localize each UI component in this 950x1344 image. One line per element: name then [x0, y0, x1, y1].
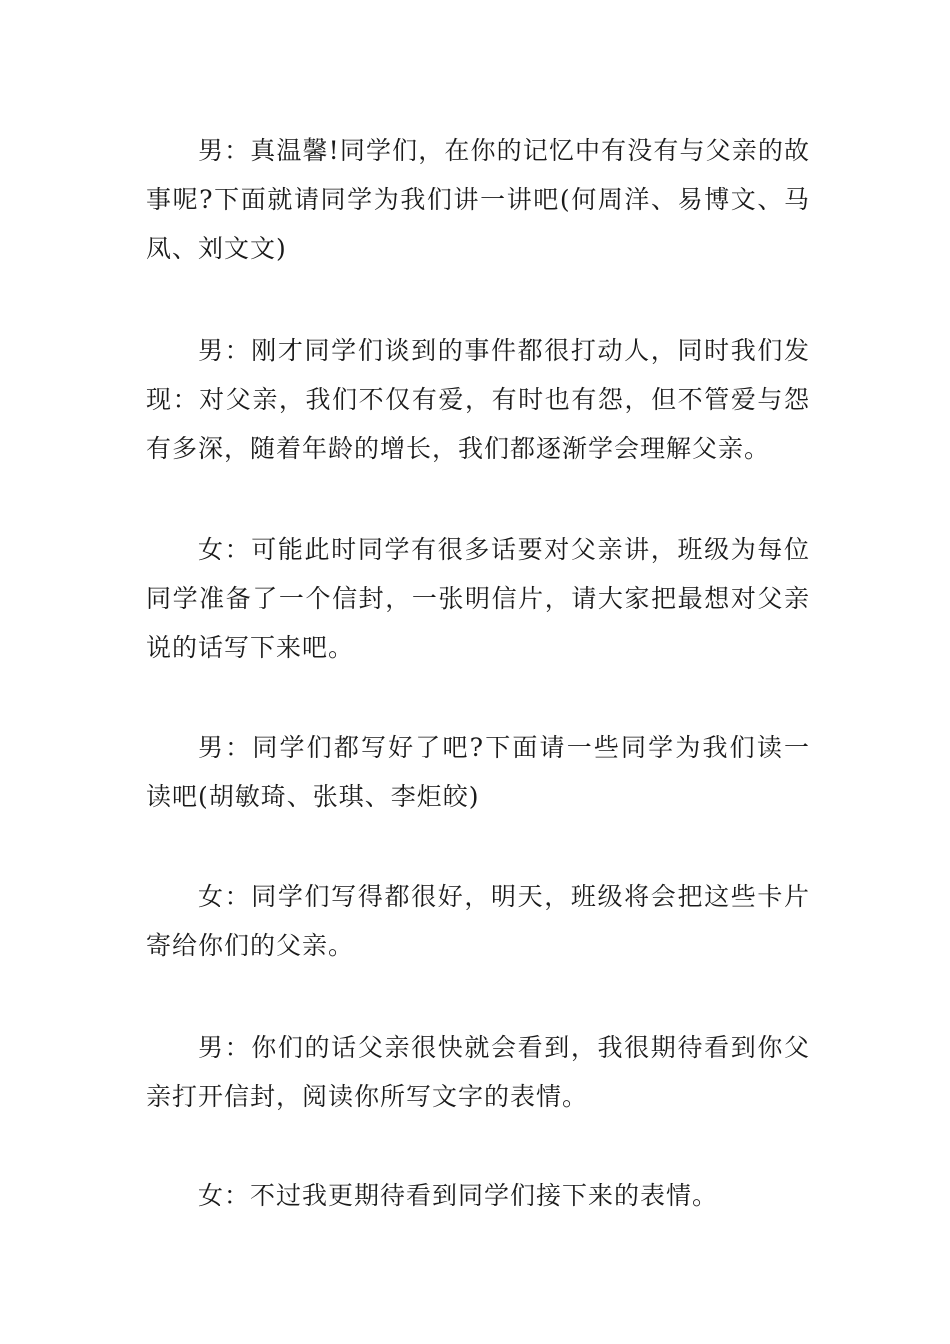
paragraph-7: [146, 1171, 810, 1220]
paragraph-6: [146, 1023, 810, 1121]
paragraph-5: [146, 872, 810, 970]
paragraph-text: 女：同学们写得都很好，明天，班级将会把这些卡片寄给你们的父亲。: [146, 882, 810, 960]
paragraph-text: 女：不过我更期待看到同学们接下来的表情。: [198, 1181, 719, 1210]
paragraph-1: [146, 126, 810, 273]
paragraph-text: 男：刚才同学们谈到的事件都很打动人，同时我们发现：对父亲，我们不仅有爱，有时也有怨，但不管爱与怨有多深，随着年龄的增长，我们都逐渐学会理解父亲。: [146, 336, 810, 463]
paragraph-2: [146, 326, 810, 473]
paragraph-text: 男：同学们都写好了吧?下面请一些同学为我们读一读吧(胡敏琦、张琪、李炬皎): [146, 733, 810, 811]
paragraph-text: 男：你们的话父亲很快就会看到，我很期待看到你父亲打开信封，阅读你所写文字的表情。: [146, 1033, 810, 1111]
paragraph-text: 女：可能此时同学有很多话要对父亲讲，班级为每位同学准备了一个信封，一张明信片，请大家把最想对父亲说的话写下来吧。: [146, 535, 810, 662]
paragraph-3: [146, 525, 810, 672]
paragraph-4: [146, 723, 810, 821]
paragraph-text: 男：真温馨!同学们，在你的记忆中有没有与父亲的故事呢?下面就请同学为我们讲一讲吧(何周洋、易博文、马凤、刘文文): [146, 136, 810, 263]
